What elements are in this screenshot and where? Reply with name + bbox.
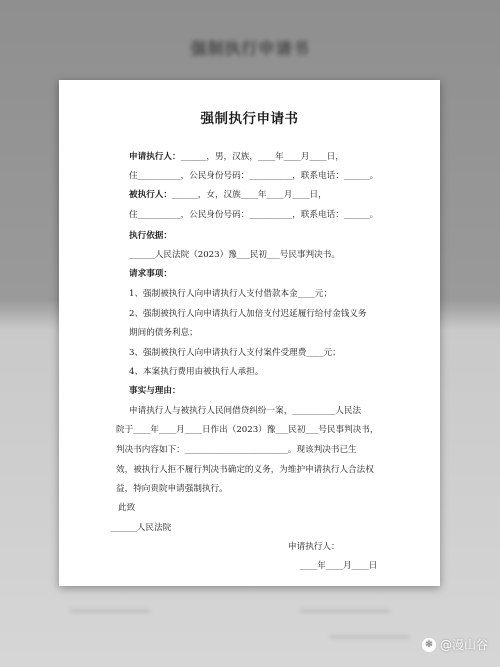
document-title: 强制执行申请书 [200, 111, 299, 127]
court-name: ______人民法院 [111, 523, 172, 533]
facts-paragraph-line: 院于____年____月____日作出（2023）豫___民初___号民事判决书， [116, 425, 379, 435]
facts-paragraph-line: 判决书内容如下：________________________。现该判决书已生 [116, 445, 357, 455]
respondent-line-1 [129, 190, 327, 201]
closing-salutation: 此致 [118, 503, 136, 513]
document-page [59, 80, 440, 586]
respondent-line-2: 住__________，公民身份号码：__________，联系电话：______。 [129, 210, 379, 220]
blurred-background-line [300, 610, 390, 612]
brand-logo-icon: ✻ [422, 638, 436, 652]
respondent-details: ______，女，汉族____年____月____日， [171, 190, 327, 200]
request-item-4: 4、本案执行费用由被执行人承担。 [129, 367, 264, 377]
applicant-details: ______，男，汉族，____年____月____日， [180, 152, 344, 162]
applicant-label: 申请执行人： [129, 152, 181, 162]
facts-paragraph-line: 益，特向贵院申请强制执行。 [116, 484, 228, 494]
request-item-2: 2、强制被执行人向申请执行人加倍支付迟延履行给付金钱义务 [129, 309, 367, 319]
blurred-background-title: 强制执行申请书 [190, 39, 310, 58]
basis-text: ______人民法院（2023）豫___民初___号民事判决书。 [129, 250, 340, 260]
facts-paragraph-line: 效，被执行人拒不履行判决书确定的义务，为维护申请执行人合法权 [116, 465, 374, 475]
basis-heading: 执行依据： [129, 231, 172, 241]
signature-label: 申请执行人： [288, 542, 340, 552]
blurred-background-line [330, 636, 410, 638]
facts-heading: 事实与理由： [129, 386, 181, 396]
date-line: ____年____月____日 [300, 561, 378, 571]
watermark-text: @漫山谷 [439, 638, 488, 652]
request-item-3: 3、强制被执行人向申请执行人支付案件受理费____元； [129, 348, 341, 358]
respondent-label: 被执行人： [129, 190, 172, 200]
applicant-line-2: 住__________，公民身份号码：__________，联系电话：______。 [129, 171, 379, 181]
requests-heading: 请求事项： [129, 269, 172, 279]
request-item-2-continued: 期间的债务利息； [129, 328, 198, 338]
watermark [422, 636, 488, 653]
facts-paragraph-line: 申请执行人与被执行人民间借贷纠纷一案，__________人民法 [129, 406, 362, 416]
applicant-line-1 [129, 152, 344, 163]
request-item-1: 1、强制被执行人向申请执行人支付借款本金____元； [129, 289, 333, 299]
blurred-background-line [70, 610, 150, 612]
